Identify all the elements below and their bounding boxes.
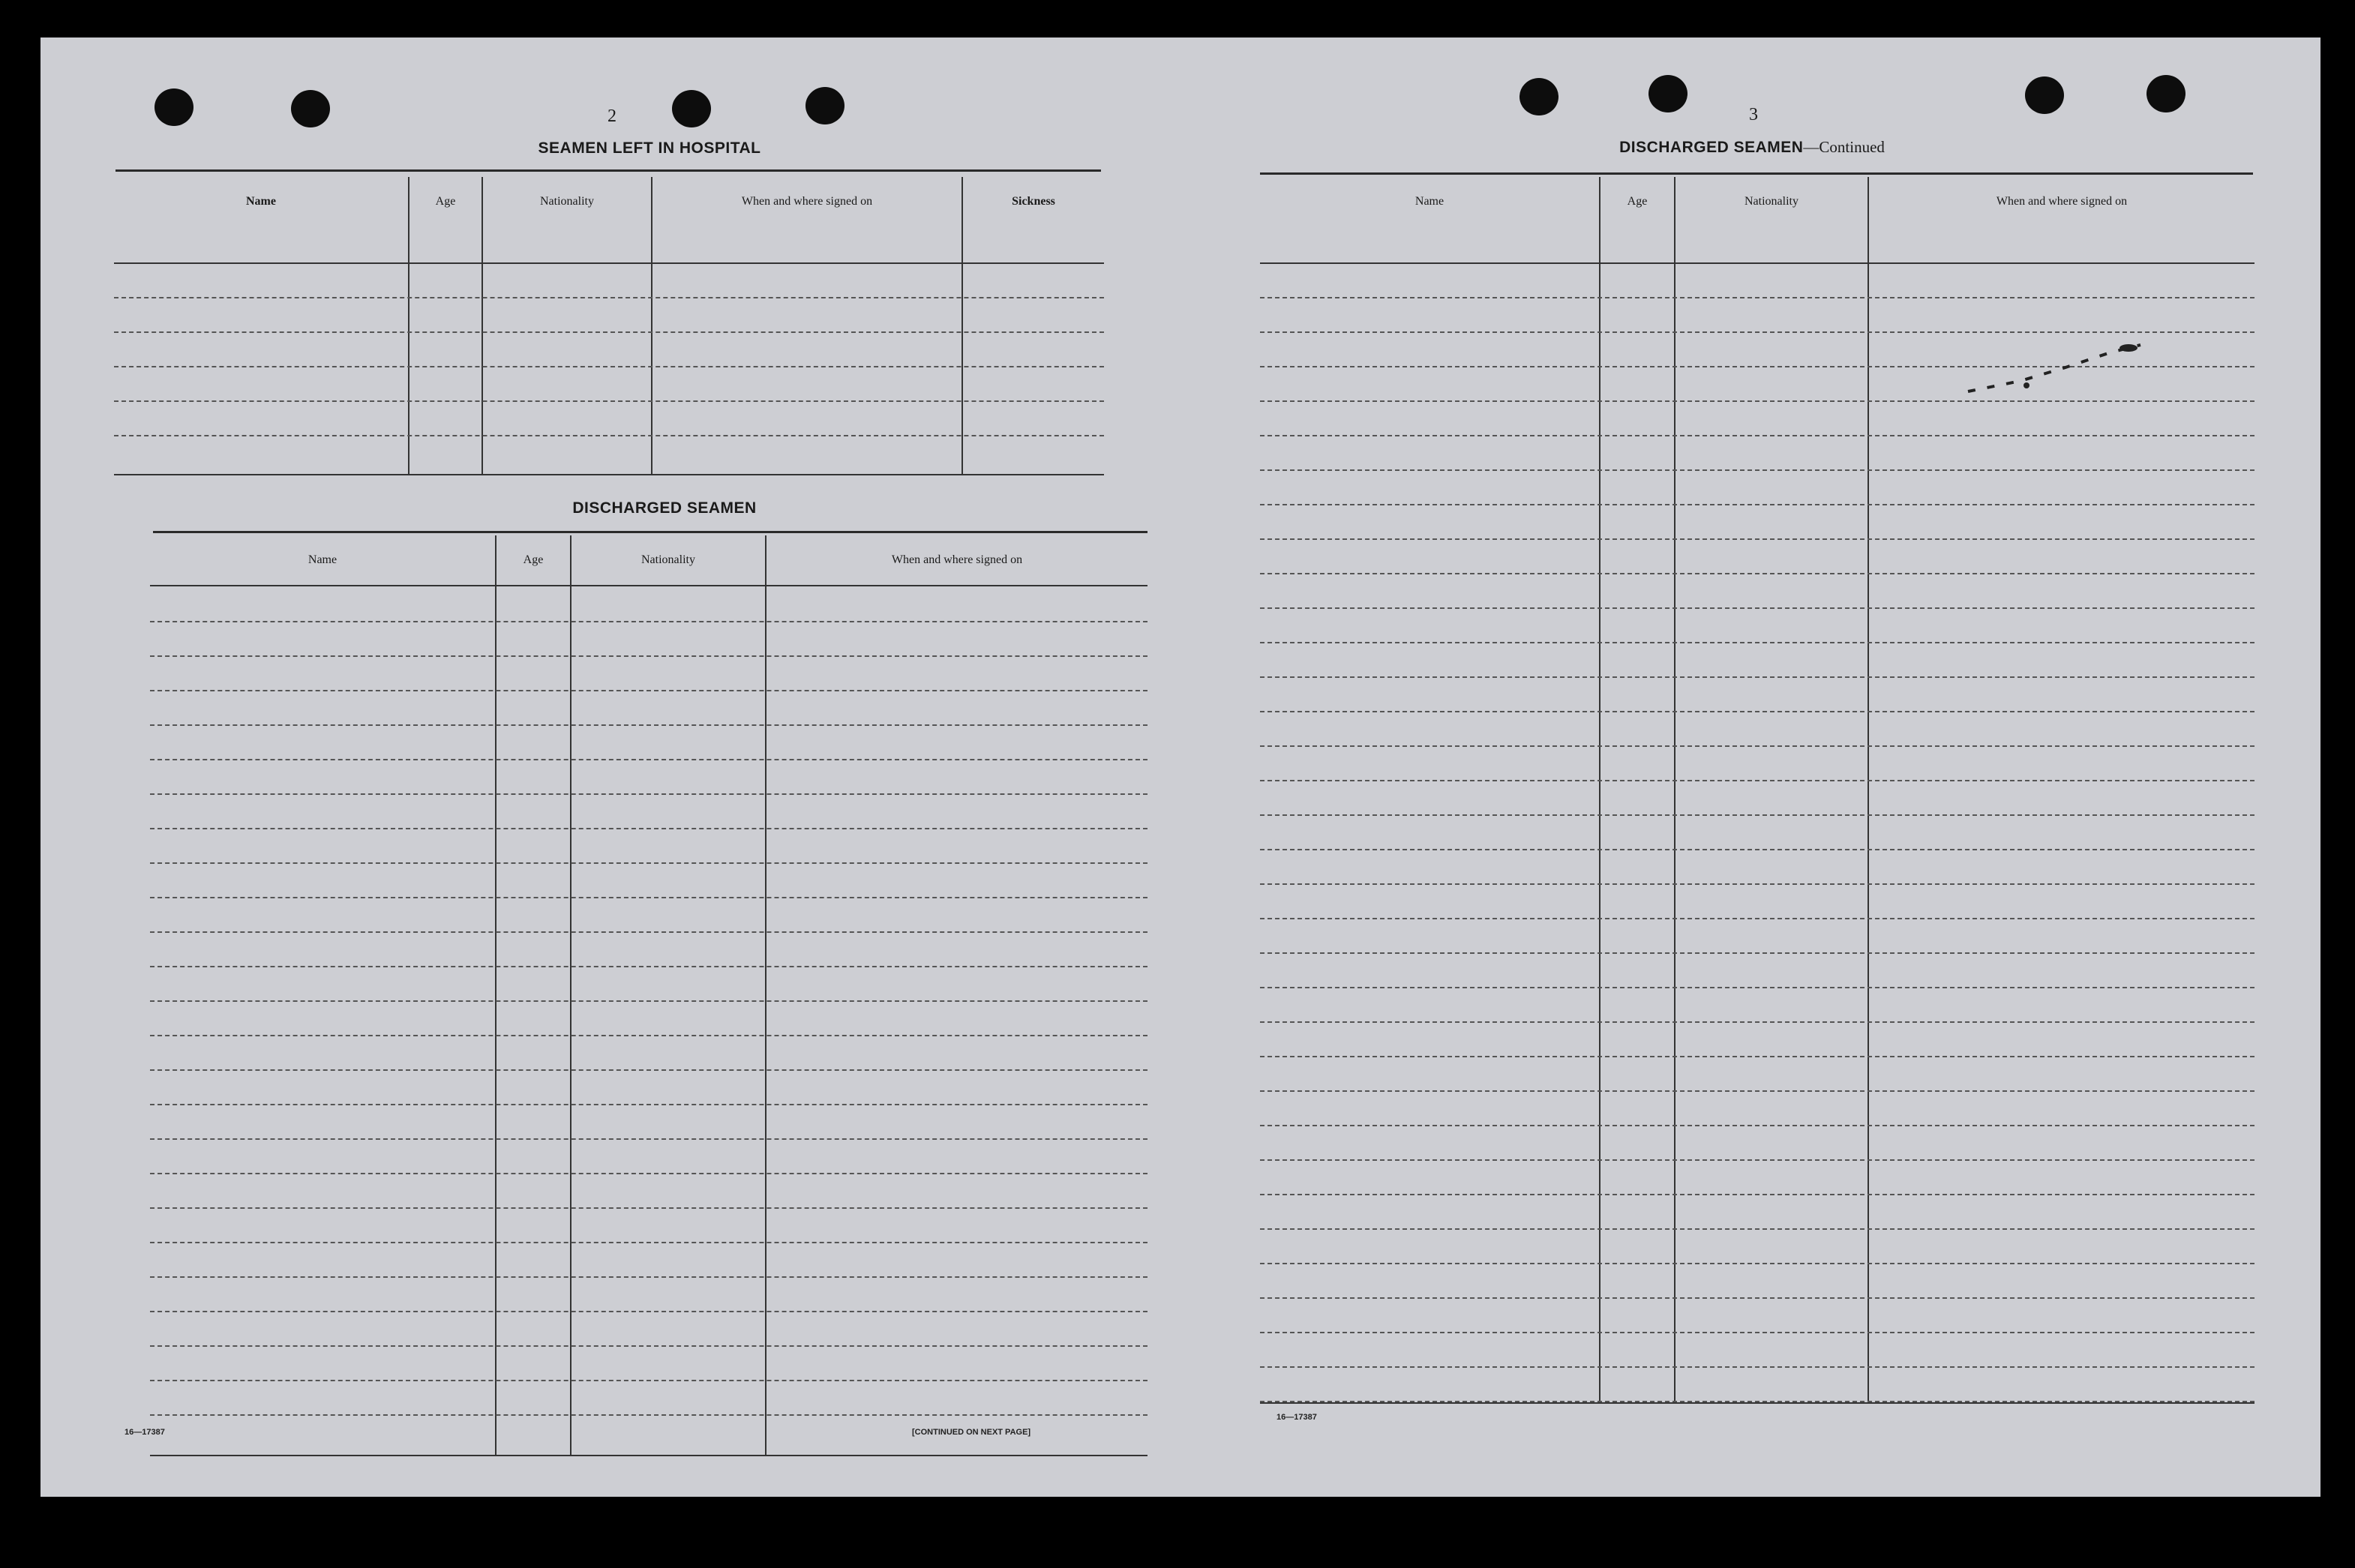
column-divider xyxy=(495,535,496,1456)
hospital-section-title: SEAMEN LEFT IN HOSPITAL xyxy=(538,139,761,157)
table-row xyxy=(150,690,1148,691)
discharged-continued-title xyxy=(1587,138,1917,157)
punch-hole xyxy=(806,87,844,124)
punch-hole xyxy=(1648,75,1688,112)
table-row xyxy=(150,655,1148,657)
page-number: 2 xyxy=(608,106,616,126)
punch-hole xyxy=(1520,78,1558,115)
table-row xyxy=(150,828,1148,829)
table-row xyxy=(1260,1297,2254,1299)
column-header-signed-on: When and where signed on xyxy=(891,553,1023,566)
column-header-nationality: Nationality xyxy=(641,553,695,566)
document-sheet xyxy=(40,37,2320,1497)
table-row xyxy=(1260,1228,2254,1230)
table-row xyxy=(1260,849,2254,850)
column-header-signed-on: When and where signed on xyxy=(1996,195,2128,208)
ink-stroke-mark xyxy=(1960,322,2200,405)
table-row xyxy=(1260,642,2254,643)
punch-hole xyxy=(2025,76,2064,114)
column-header-signed-on: When and where signed on xyxy=(741,195,873,208)
table-row xyxy=(1260,745,2254,747)
table-row xyxy=(150,897,1148,898)
table-row xyxy=(114,331,1104,333)
punch-hole xyxy=(154,88,194,126)
table-row xyxy=(1260,435,2254,436)
table-row xyxy=(1260,987,2254,988)
table-row xyxy=(150,1345,1148,1347)
table-bottom-rule xyxy=(114,474,1104,475)
table-row xyxy=(1260,1021,2254,1023)
form-number: 16—17387 xyxy=(124,1428,165,1437)
table-row xyxy=(1260,1056,2254,1057)
table-bottom-rule xyxy=(150,1455,1148,1456)
column-header-age: Age xyxy=(523,553,544,566)
table-row xyxy=(150,724,1148,726)
title-text: DISCHARGED SEAMEN xyxy=(1619,139,1804,156)
top-rule xyxy=(116,169,1101,172)
table-bottom-rule xyxy=(1260,1402,2254,1404)
discharged-table xyxy=(150,535,1148,1456)
column-header-name: Name xyxy=(1414,195,1444,208)
table-row xyxy=(150,1207,1148,1209)
table-row xyxy=(114,366,1104,367)
column-divider xyxy=(962,177,963,475)
table-row xyxy=(150,1242,1148,1243)
punch-hole xyxy=(291,90,330,127)
table-row xyxy=(114,435,1104,436)
punch-hole xyxy=(2146,75,2186,112)
table-row xyxy=(1260,1194,2254,1195)
form-number: 16—17387 xyxy=(1276,1413,1317,1422)
table-row xyxy=(150,1035,1148,1036)
table-row xyxy=(150,621,1148,622)
column-divider xyxy=(482,177,483,475)
column-header-age: Age xyxy=(435,195,456,208)
table-row xyxy=(1260,1125,2254,1126)
header-divider xyxy=(1260,262,2254,264)
column-divider xyxy=(1868,177,1869,1404)
table-row xyxy=(150,793,1148,795)
table-row xyxy=(1260,1159,2254,1161)
column-divider xyxy=(1599,177,1600,1404)
column-header-name: Name xyxy=(246,195,276,208)
table-row xyxy=(150,1311,1148,1312)
header-divider xyxy=(114,262,1104,264)
column-header-nationality: Nationality xyxy=(540,195,594,208)
table-row xyxy=(150,1276,1148,1278)
table-row xyxy=(1260,780,2254,781)
table-row xyxy=(1260,1090,2254,1092)
continued-note: [CONTINUED ON NEXT PAGE] xyxy=(912,1428,1031,1437)
table-row xyxy=(1260,676,2254,678)
column-divider xyxy=(1674,177,1676,1404)
column-divider xyxy=(408,177,410,475)
table-row xyxy=(1260,952,2254,954)
table-row xyxy=(1260,1366,2254,1368)
table-row xyxy=(150,1138,1148,1140)
column-header-sickness: Sickness xyxy=(1012,195,1055,208)
table-row xyxy=(1260,814,2254,816)
column-header-nationality: Nationality xyxy=(1744,195,1798,208)
table-row xyxy=(1260,573,2254,574)
hospital-table xyxy=(114,177,1104,475)
table-row xyxy=(1260,883,2254,885)
table-row xyxy=(114,400,1104,402)
section-rule xyxy=(153,531,1148,533)
table-row xyxy=(150,1104,1148,1105)
table-row xyxy=(150,1069,1148,1071)
column-header-age: Age xyxy=(1627,195,1648,208)
table-row xyxy=(150,931,1148,933)
table-row xyxy=(1260,918,2254,919)
table-row xyxy=(150,1173,1148,1174)
column-header-name: Name xyxy=(308,553,338,566)
title-suffix: —Continued xyxy=(1803,138,1885,156)
table-row xyxy=(1260,607,2254,609)
table-row xyxy=(1260,1263,2254,1264)
discharged-section-title: DISCHARGED SEAMEN xyxy=(572,499,757,517)
column-divider xyxy=(765,535,766,1456)
column-divider xyxy=(570,535,572,1456)
table-row xyxy=(150,1380,1148,1381)
table-row xyxy=(114,297,1104,298)
table-row xyxy=(1260,297,2254,298)
page-number: 3 xyxy=(1749,105,1758,124)
table-row xyxy=(150,862,1148,864)
table-row xyxy=(150,759,1148,760)
punch-hole xyxy=(672,90,711,127)
table-row xyxy=(150,1000,1148,1002)
table-row xyxy=(1260,504,2254,505)
table-row xyxy=(1260,469,2254,471)
header-divider xyxy=(150,585,1148,586)
column-divider xyxy=(651,177,652,475)
table-row xyxy=(1260,711,2254,712)
table-row xyxy=(150,966,1148,967)
table-row xyxy=(150,1414,1148,1416)
table-row xyxy=(1260,538,2254,540)
table-row xyxy=(1260,1332,2254,1333)
top-rule xyxy=(1260,172,2253,175)
